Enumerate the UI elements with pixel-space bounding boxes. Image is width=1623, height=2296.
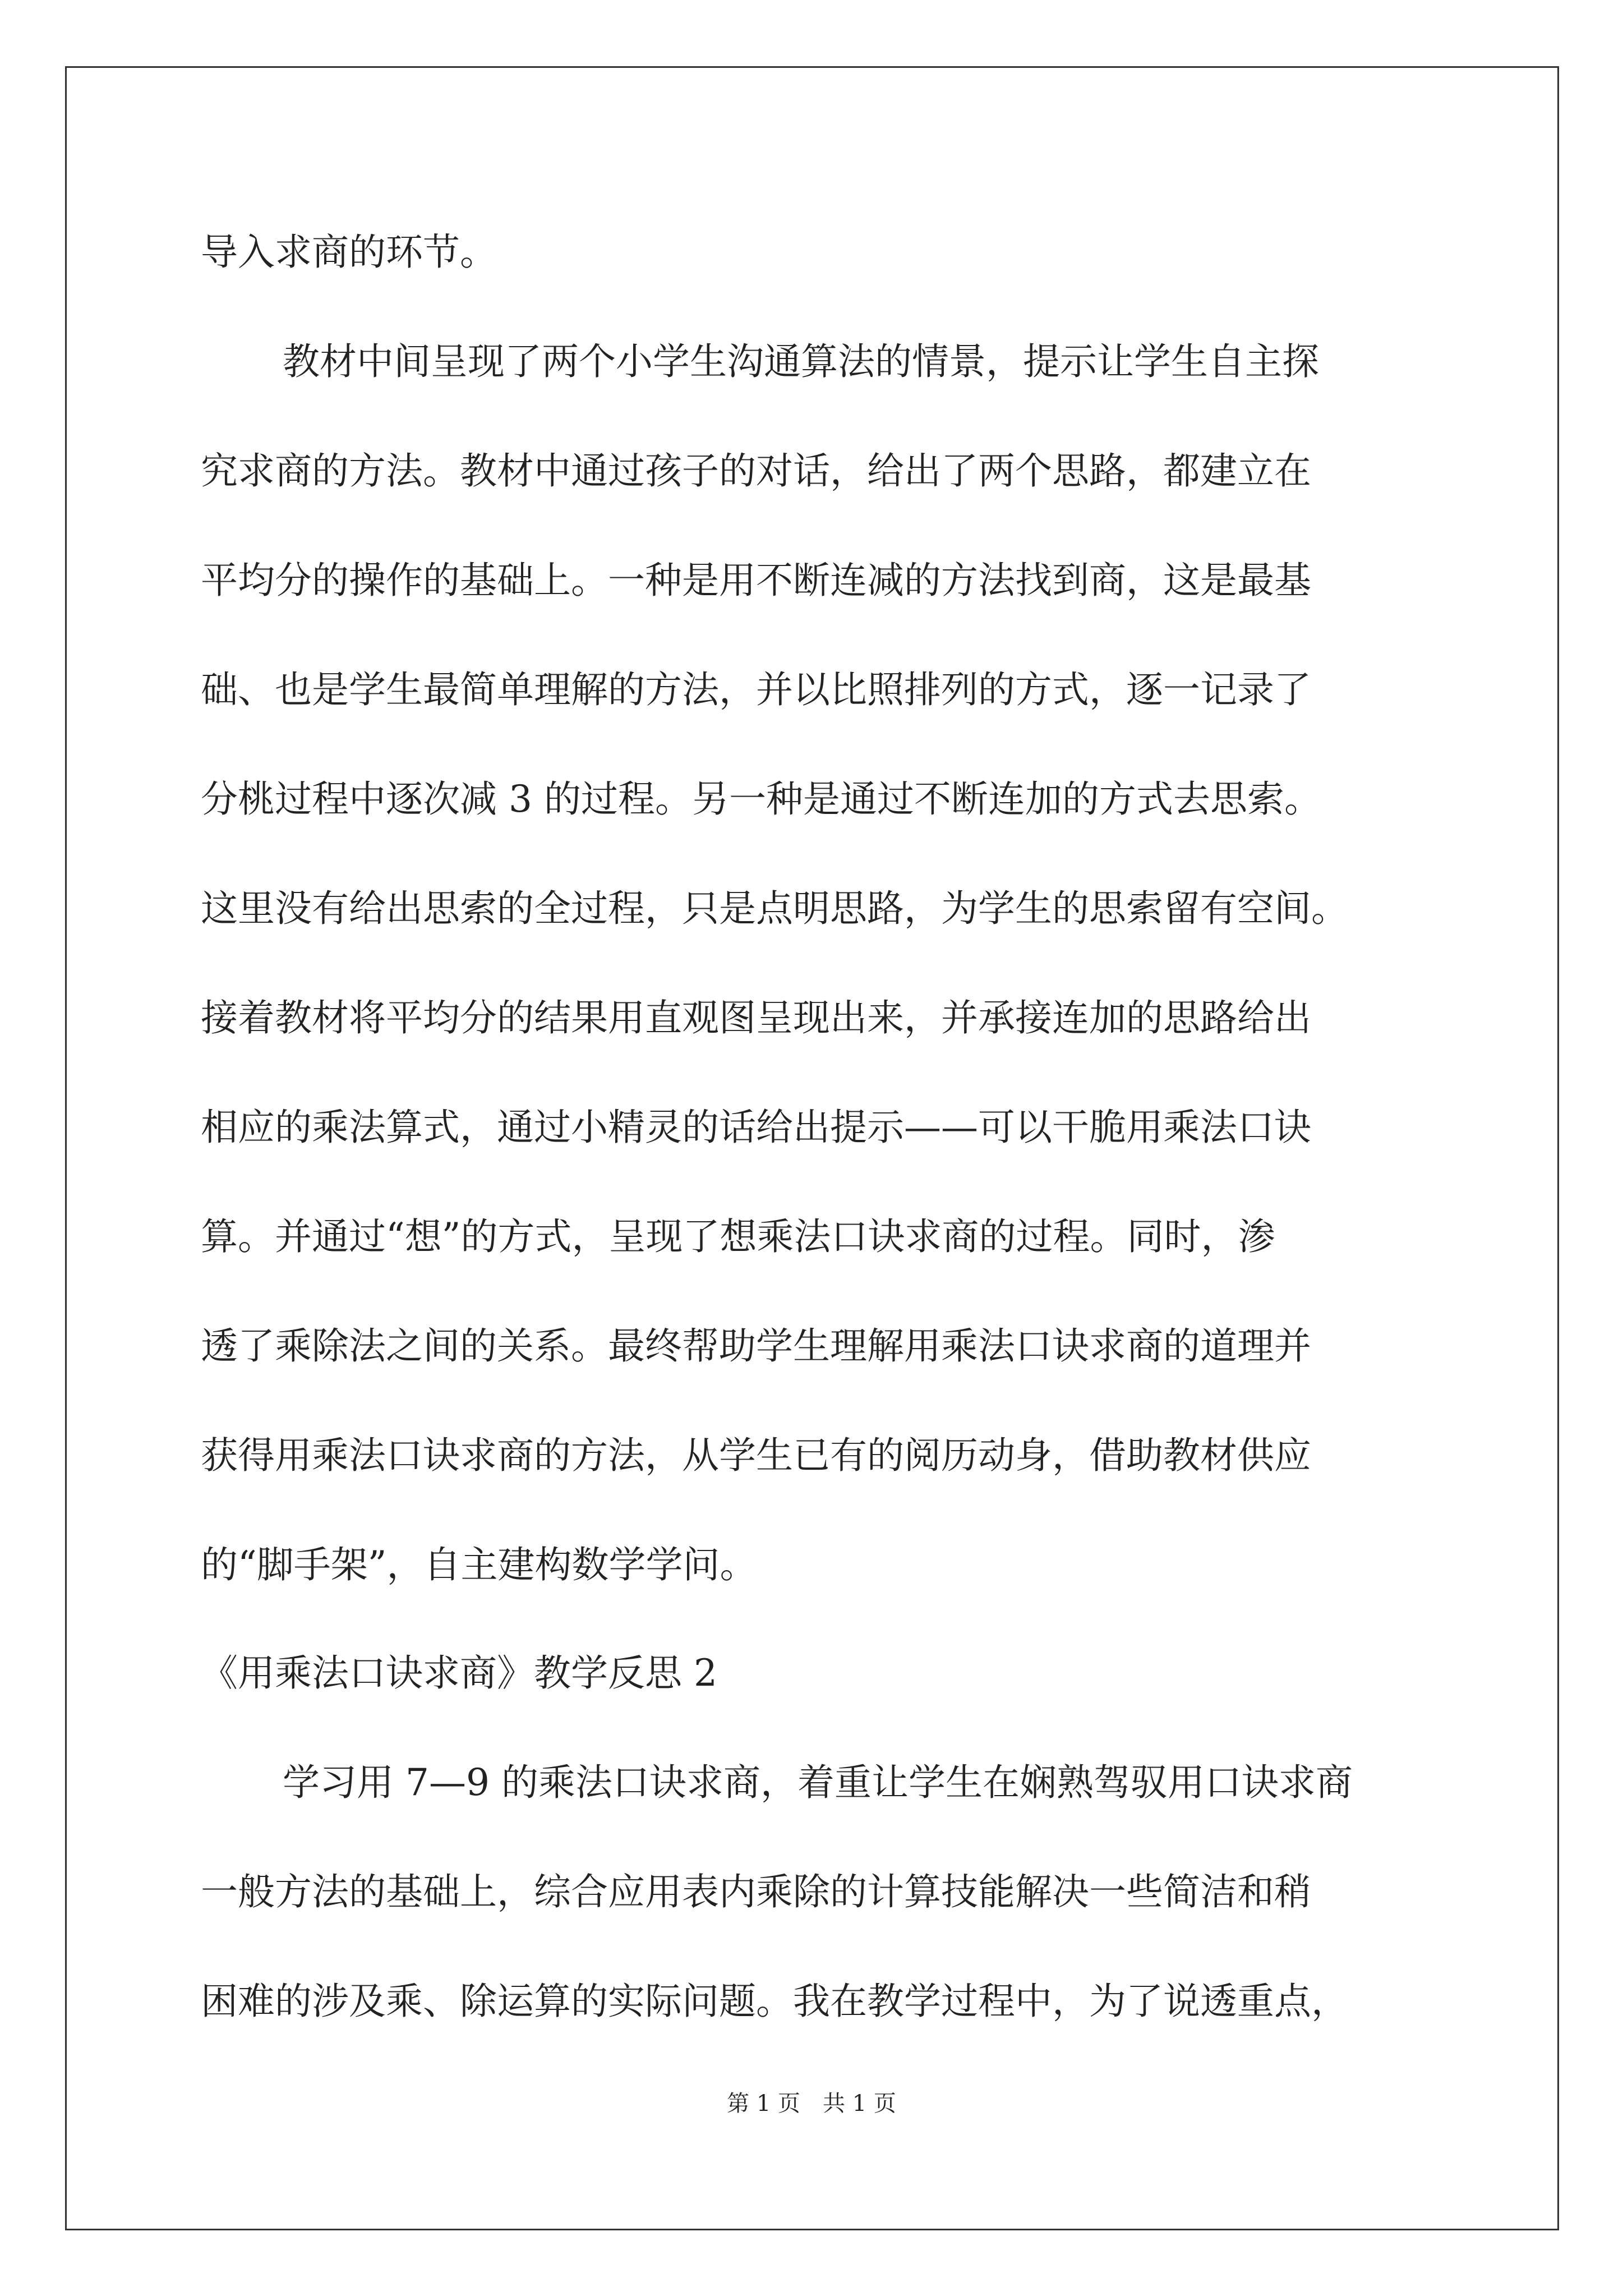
paragraph-line: 分桃过程中逐次减 3 的过程。另一种是通过不断连加的方式去思索。 [201,777,1321,821]
paragraph-line: 获得用乘法口诀求商的方法，从学生已有的阅历动身，借助教材供应 [201,1434,1311,1477]
paragraph-line: 平均分的操作的基础上。一种是用不断连减的方法找到商，这是最基 [201,559,1311,602]
paragraph-line: 困难的涉及乘、除运算的实际问题。我在教学过程中，为了说透重点， [201,1980,1348,2023]
paragraph-line: 教材中间呈现了两个小学生沟通算法的情景，提示让学生自主探 [283,340,1319,383]
paragraph-line: 导入求商的环节。 [201,231,497,274]
paragraph-line: 一般方法的基础上，综合应用表内乘除的计算技能解决一些简洁和稍 [201,1870,1311,1913]
paragraph-line: 这里没有给出思索的全过程，只是点明思路，为学生的思索留有空间。 [201,887,1348,930]
paragraph-line: 究求商的方法。教材中通过孩子的对话，给出了两个思路，都建立在 [201,449,1311,493]
paragraph-line: 相应的乘法算式，通过小精灵的话给出提示——可以干脆用乘法口诀 [201,1106,1311,1149]
paragraph-line: 算。并通过“想”的方式，呈现了想乘法口诀求商的过程。同时，渗 [201,1215,1275,1258]
section-heading: 《用乘法口诀求商》教学反思 2 [201,1651,717,1695]
page-footer: 第 1 页 共 1 页 [727,2091,896,2116]
paragraph-line: 接着教材将平均分的结果用直观图呈现出来，并承接连加的思路给出 [201,996,1311,1039]
paragraph-line: 础、也是学生最简单理解的方法，并以比照排列的方式，逐一记录了 [201,668,1311,711]
paragraph-line: 学习用 7—9 的乘法口诀求商，着重让学生在娴熟驾驭用口诀求商 [283,1761,1353,1804]
paragraph-line: 透了乘除法之间的关系。最终帮助学生理解用乘法口诀求商的道理并 [201,1324,1311,1368]
paragraph-line: 的“脚手架”，自主建构数学学问。 [201,1543,757,1586]
